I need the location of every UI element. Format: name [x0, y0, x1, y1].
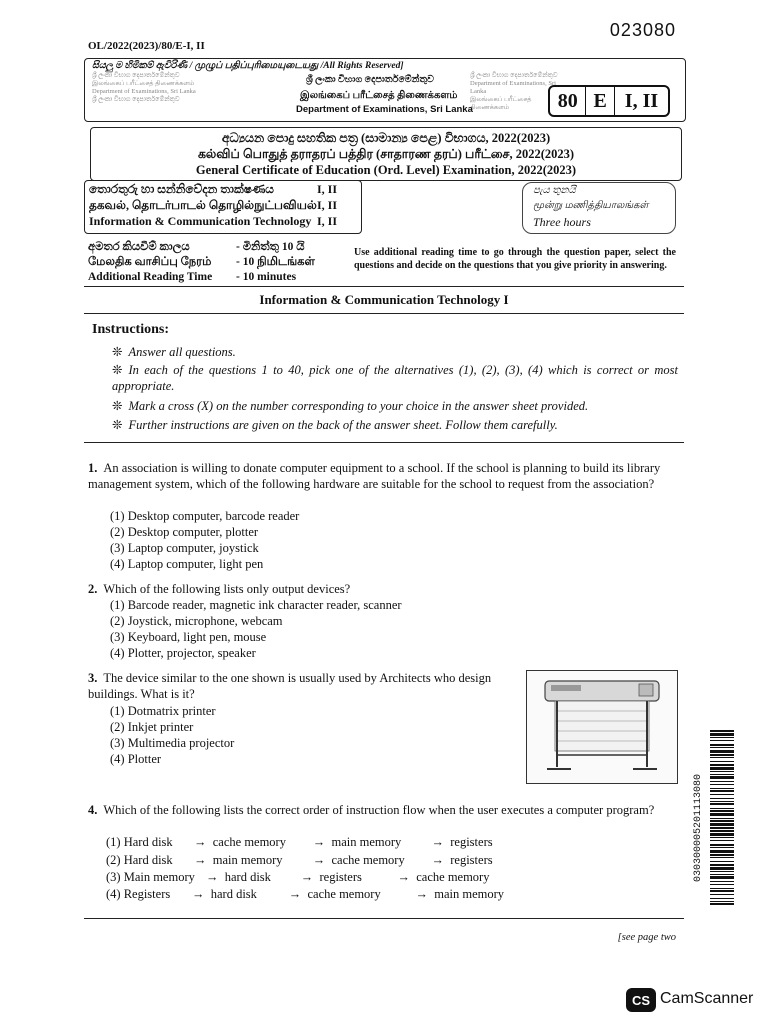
barcode-bar — [710, 730, 734, 732]
instruction-item: ❊ Further instructions are given on the back of the answer sheet. Follow them carefully. — [112, 418, 558, 432]
barcode-bar — [710, 798, 734, 799]
barcode-bar — [710, 881, 734, 882]
faint-watermark-text-right: ශ්‍රී ලංකා විභාග දෙපාර්තමේන්තුව Department of Examinations, Sri Lanka இலங்கைப் பரீட்சைத் திணைக்களம் — [470, 72, 558, 111]
barcode-bar — [710, 894, 734, 895]
barcode-bar — [710, 898, 734, 899]
barcode-bar — [710, 813, 734, 816]
barcode-bar — [710, 801, 734, 802]
paper-code-box — [548, 85, 670, 117]
barcode-bar — [710, 871, 734, 872]
exam-title-english: General Certificate of Education (Ord. Level) Examination, 2022(2023) — [195, 163, 577, 177]
question-4-option-3: (3) Main memory → hard disk → registers → cache memory — [106, 870, 490, 884]
barcode-bar — [710, 823, 734, 826]
barcode-bar — [710, 854, 734, 856]
barcode-bar — [710, 810, 734, 812]
barcode-bar — [710, 840, 734, 841]
duration-tamil: மூன்று மணித்தியாலங்கள் — [533, 200, 649, 211]
barcode-bar — [710, 733, 734, 736]
subject-box — [84, 180, 362, 234]
plotter-image — [526, 670, 678, 784]
instruction-item: ❊ Mark a cross (X) on the number corresponding to your choice in the answer sheet provided. — [112, 399, 589, 413]
section-title: Information & Communication Technology I — [259, 292, 509, 307]
code-cell-parts: I, II — [624, 89, 659, 112]
barcode-bar — [710, 890, 734, 892]
exam-title-box — [90, 127, 682, 181]
barcode-bar — [710, 808, 734, 809]
code-cell-medium: E — [586, 87, 615, 115]
barcode-bar — [710, 794, 734, 795]
barcode-number: 030300005201113080 — [693, 773, 704, 882]
question-1-options: (1) Desktop computer, barcode reader (2) Desktop computer, plotter (3) Laptop computer, joystick (4) Laptop computer, light pen — [110, 509, 300, 571]
question-3: 3. The device similar to the one shown is usually used by Architects who design buildings. What is it? — [88, 671, 492, 701]
barcode-bar — [710, 888, 734, 889]
barcode-bar — [710, 790, 734, 792]
barcode-bar — [710, 744, 734, 746]
barcode-bar — [710, 827, 734, 829]
question-4: 4. Which of the following lists the correct order of instruction flow when the user executes a computer program? — [88, 803, 655, 817]
instructions-heading: Instructions: — [92, 322, 170, 337]
barcode-bar — [710, 767, 734, 770]
instruction-item: ❊ In each of the questions 1 to 40, pick one of the alternatives (1), (2), (3), (4) which is correct or most appropriate. — [112, 363, 678, 393]
instruction-item: ❊ Answer all questions. — [112, 345, 236, 359]
barcode-bar — [710, 864, 734, 866]
duration-box — [522, 182, 676, 234]
divider-top — [84, 286, 684, 287]
duration-sinhala: පැය තුනයි — [533, 185, 576, 196]
camscanner-label: CamScanner — [660, 990, 754, 1007]
barcode-bar — [710, 757, 734, 758]
barcode-bar — [710, 844, 734, 846]
subject-row-tamil: தகவல், தொடர்பாடல் தொழில்நுட்பவியல் I, II — [89, 198, 338, 212]
serial-number: 023080 — [609, 20, 676, 40]
barcode-bar — [710, 774, 734, 775]
paper-code: OL/2022(2023)/80/E-I, II — [88, 40, 205, 52]
question-2: 2. Which of the following lists only output devices? — [88, 582, 351, 596]
barcode-bar — [710, 847, 734, 848]
next-page-note: [see page two — [617, 932, 676, 943]
divider-section — [84, 313, 684, 314]
question-1: 1. An association is willing to donate computer equipment to a school. If the school is planning to build its library management system, which of the following hardware are suitable for the school to request from the association? — [88, 461, 661, 491]
barcode-bar — [710, 747, 734, 748]
barcode-bar — [710, 750, 734, 753]
barcode-bar — [710, 857, 734, 858]
subject-row-english: Information & Communication Technology I, II — [89, 214, 338, 228]
divider-instructions — [84, 442, 684, 443]
exam-title-sinhala: අධ්‍යයන පොදු සහතික පත්‍ර (සාමාන්‍ය පෙළ) විභාගය, 2022(2023) — [221, 131, 551, 145]
barcode-bar — [710, 771, 734, 772]
barcode-bar — [710, 781, 734, 782]
barcode-bar — [710, 874, 734, 875]
faint-watermark-text-left: ශ්‍රී ලංකා විභාග දෙපාර්තමේන්තුව இலங்கைப் பரீட்சைத் திணைக்களம் Department of Examinations, Sri Lanka ශ්‍රී ලංකා විභාග දෙපාර්තමේන්තුව — [92, 72, 196, 103]
department-name-english: Department of Examinations, Sri Lanka — [296, 104, 473, 115]
question-3-options: (1) Dotmatrix printer (2) Inkjet printer (3) Multimedia projector (4) Plotter — [110, 704, 235, 766]
barcode-bar — [710, 903, 734, 905]
barcode-bar — [710, 740, 734, 741]
reading-time-values: - මිනිත්තු 10 යි - 10 நிமிடங்கள் - 10 minutes — [236, 241, 315, 283]
barcode-bar — [710, 884, 734, 885]
code-cell-subject: 80 — [550, 87, 586, 115]
question-4-option-2: (2) Hard disk → main memory → cache memory → registers — [106, 853, 493, 867]
barcode-bar — [710, 803, 734, 805]
barcode-bar — [710, 830, 734, 832]
reading-time-labels: අමතර කියවීම් කාලය மேலதிக வாசிப்பு நேரம் Additional Reading Time — [88, 241, 213, 283]
barcode-bar — [710, 833, 734, 836]
barcode-bar — [710, 901, 734, 902]
barcode-bar — [710, 876, 734, 879]
plotter-illustration — [527, 671, 677, 783]
department-name-sinhala: ශ්‍රී ලංකා විභාග දෙපාර්තමේන්තුව — [306, 75, 434, 85]
barcode-bar — [710, 761, 734, 762]
duration-english: Three hours — [533, 215, 591, 229]
question-2-options: (1) Barcode reader, magnetic ink character reader, scanner (2) Joystick, microphone, webcam (3) Keyboard, light pen, mouse (4) Plotter, projector, speaker — [110, 598, 402, 660]
exam-title-tamil: கல்விப் பொதுத் தராதரப் பத்திர (சாதாரண தரப்) பரீட்சை, 2022(2023) — [197, 147, 575, 161]
subject-row-sinhala: තොරතුරු හා සන්නිවේදන තාක්ෂණය I, II — [89, 182, 338, 196]
divider-bottom — [84, 918, 684, 919]
question-4-option-4: (4) Registers → hard disk → cache memory → main memory — [106, 887, 505, 901]
barcode-bar — [710, 764, 734, 766]
reading-time-note: Use additional reading time to go through the question paper, select the questions and decide on the questions that you give priority in answering. — [354, 247, 676, 271]
barcode-bar — [710, 818, 734, 819]
question-4-option-1: (1) Hard disk → cache memory → main memory → registers — [106, 835, 493, 849]
department-name-tamil: இலங்கைப் பரீட்சைத் திணைக்களம் — [300, 90, 458, 101]
barcode-bar — [710, 867, 734, 870]
barcode — [710, 730, 734, 910]
camscanner-logo-icon: CS — [626, 988, 656, 1012]
barcode-bar — [710, 784, 734, 785]
barcode-bar — [710, 850, 734, 853]
barcode-bar — [710, 837, 734, 838]
barcode-bar — [710, 737, 734, 738]
barcode-bar — [710, 788, 734, 789]
barcode-bar — [710, 820, 734, 822]
barcode-bar — [710, 861, 734, 862]
barcode-bar — [710, 754, 734, 756]
barcode-bar — [710, 776, 734, 779]
rights-reserved: සියලු ම හිමිකම් ඇවිරිණි / முழுப் பதிப்புரிமையுடையது /All Rights Reserved] — [92, 61, 404, 71]
